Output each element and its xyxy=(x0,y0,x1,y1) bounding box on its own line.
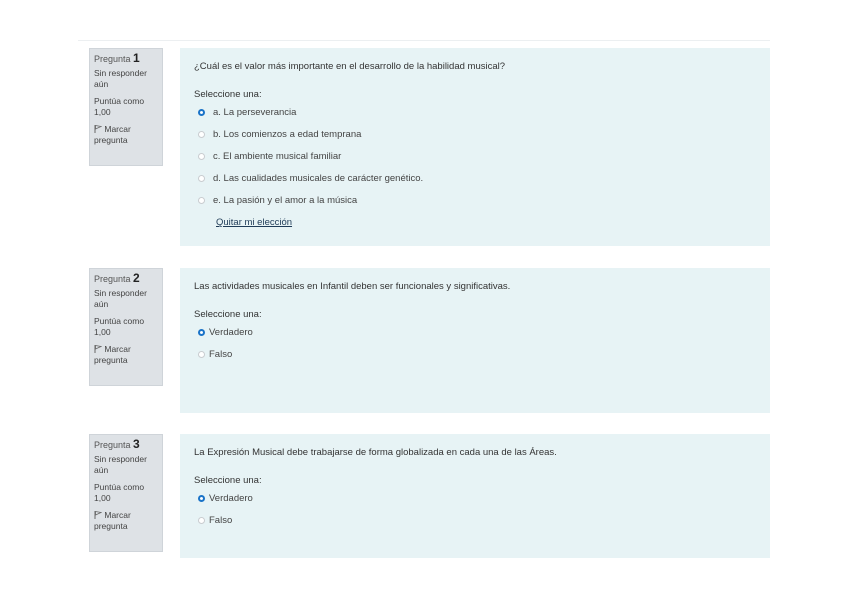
question-number xyxy=(94,439,158,451)
option-label: e. La pasión y el amor a la música xyxy=(213,194,358,206)
question-grade: Puntúa como 1,00 xyxy=(94,96,145,117)
radio-button[interactable] xyxy=(198,517,205,524)
page-divider xyxy=(78,40,770,41)
flag-icon xyxy=(94,125,102,133)
answer-prompt: Seleccione una: xyxy=(194,475,262,486)
option-label: a. La perseverancia xyxy=(213,106,297,118)
answer-option-false[interactable] xyxy=(194,343,756,365)
question-info-2 xyxy=(89,268,163,386)
option-label: c. El ambiente musical familiar xyxy=(213,150,342,162)
answer-option-true[interactable] xyxy=(194,321,756,343)
radio-button[interactable] xyxy=(198,351,205,358)
question-text: La Expresión Musical debe trabajarse de forma globalizada en cada una de las Áreas. xyxy=(194,447,557,458)
flag-label: Marcar pregunta xyxy=(94,510,131,531)
question-info-3 xyxy=(89,434,163,552)
flag-icon xyxy=(94,345,102,353)
question-number-value: 3 xyxy=(133,437,140,451)
answer-option-b[interactable] xyxy=(194,123,756,145)
flag-label: Marcar pregunta xyxy=(94,344,131,365)
radio-button[interactable] xyxy=(198,329,205,336)
radio-button[interactable] xyxy=(198,495,205,502)
question-content-1 xyxy=(180,48,770,246)
answer-option-a[interactable] xyxy=(194,101,756,123)
question-content-2 xyxy=(180,268,770,413)
question-text: Las actividades musicales en Infantil deben ser funcionales y significativas. xyxy=(194,281,511,292)
question-label: Pregunta xyxy=(94,274,131,284)
answer-prompt: Seleccione una: xyxy=(194,309,262,320)
flag-icon xyxy=(94,511,102,519)
option-label: Verdadero xyxy=(209,326,253,338)
radio-button[interactable] xyxy=(198,175,205,182)
answer-option-c[interactable] xyxy=(194,145,756,167)
question-content-3 xyxy=(180,434,770,558)
radio-button[interactable] xyxy=(198,109,205,116)
option-label: b. Los comienzos a edad temprana xyxy=(213,128,362,140)
option-label: d. Las cualidades musicales de carácter genético. xyxy=(213,172,424,184)
answer-option-false[interactable] xyxy=(194,509,756,531)
clear-choice-link[interactable]: Quitar mi elección xyxy=(216,217,293,228)
question-grade: Puntúa como 1,00 xyxy=(94,482,145,503)
question-state: Sin responder aún xyxy=(94,68,147,89)
question-number-value: 2 xyxy=(133,271,140,285)
question-grade: Puntúa como 1,00 xyxy=(94,316,145,337)
question-state: Sin responder aún xyxy=(94,288,147,309)
flag-question-button[interactable] xyxy=(94,124,158,146)
question-number xyxy=(94,53,158,65)
question-text: ¿Cuál es el valor más importante en el desarrollo de la habilidad musical? xyxy=(194,61,506,72)
question-info-1 xyxy=(89,48,163,166)
flag-label: Marcar pregunta xyxy=(94,124,131,145)
flag-question-button[interactable] xyxy=(94,344,158,366)
radio-button[interactable] xyxy=(198,197,205,204)
option-label: Falso xyxy=(209,348,233,360)
answer-option-true[interactable] xyxy=(194,487,756,509)
option-label: Falso xyxy=(209,514,233,526)
question-number-value: 1 xyxy=(133,51,140,65)
question-label: Pregunta xyxy=(94,54,131,64)
option-label: Verdadero xyxy=(209,492,253,504)
answer-prompt: Seleccione una: xyxy=(194,89,262,100)
answer-option-e[interactable] xyxy=(194,189,756,211)
question-number xyxy=(94,273,158,285)
question-label: Pregunta xyxy=(94,440,131,450)
answer-option-d[interactable] xyxy=(194,167,756,189)
flag-question-button[interactable] xyxy=(94,510,158,532)
question-state: Sin responder aún xyxy=(94,454,147,475)
radio-button[interactable] xyxy=(198,153,205,160)
radio-button[interactable] xyxy=(198,131,205,138)
